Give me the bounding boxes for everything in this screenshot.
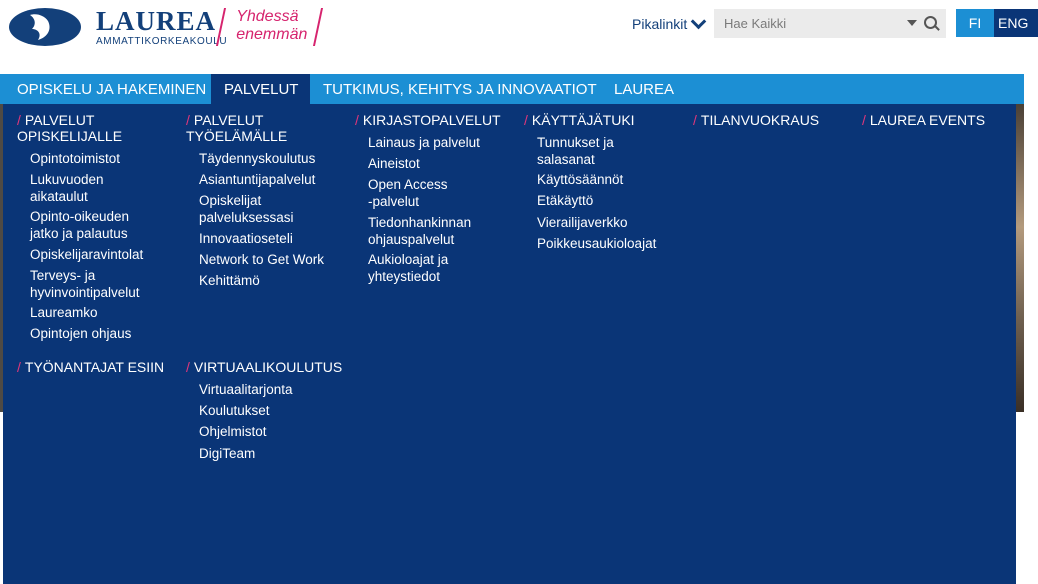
menu-link-lainaus-ja-palvelut[interactable]: Lainaus ja palvelut [368, 135, 480, 150]
menu-link-koulutukset[interactable]: Koulutukset [199, 403, 270, 418]
menu-link-asiantuntijapalvelut[interactable]: Asiantuntijapalvelut [199, 172, 316, 187]
language-eng-button[interactable]: ENG [994, 9, 1038, 37]
menu-link-kayttosaannot[interactable]: Käyttösäännöt [537, 172, 624, 187]
main-navigation [0, 74, 1024, 104]
slogan-line-2: enemmän [236, 26, 308, 43]
menu-link-aineistot[interactable]: Aineistot [368, 156, 420, 171]
site-header [0, 0, 1029, 74]
laurea-logo[interactable] [8, 7, 227, 47]
menu-link-opintojen-ohjaus[interactable]: Opintojen ohjaus [30, 326, 132, 341]
search-input[interactable] [714, 9, 914, 38]
menu-heading-virtuaalikoulutus[interactable]: / VIRTUAALIKOULUTUS [186, 359, 343, 375]
quicklinks-label: Pikalinkit [632, 16, 688, 32]
mega-menu-palvelut [3, 104, 1016, 584]
menu-link-virtuaalitarjonta[interactable]: Virtuaalitarjonta [199, 382, 293, 397]
quicklinks-menu[interactable] [632, 16, 704, 32]
nav-item-laurea[interactable]: LAUREA [614, 81, 675, 98]
nav-item-palvelut[interactable]: PALVELUT [211, 74, 310, 104]
menu-link-lukuvuoden-aikataulut[interactable]: Lukuvuoden aikataulut [30, 172, 104, 204]
menu-heading-tilanvuokraus[interactable]: / TILANVUOKRAUS [693, 112, 820, 128]
menu-heading-kirjastopalvelut[interactable]: / KIRJASTOPALVELUT [355, 112, 501, 128]
menu-link-network-to-get-work[interactable]: Network to Get Work [199, 252, 325, 267]
menu-link-opiskelijat-palveluksessasi[interactable]: Opiskelijat palveluksessasi [199, 193, 294, 225]
chevron-down-icon [691, 13, 707, 29]
logo-name: LAUREA [96, 5, 217, 36]
menu-link-vierailijaverkko[interactable]: Vierailijaverkko [537, 215, 628, 230]
menu-link-tunnukset-salasanat[interactable]: Tunnukset ja salasanat [537, 135, 614, 167]
nav-item-opiskelu[interactable]: OPISKELU JA HAKEMINEN [17, 81, 207, 98]
menu-link-taydennyskoulutus[interactable]: Täydennyskoulutus [199, 151, 316, 166]
menu-heading-palvelut-opiskelijalle[interactable]: / PALVELUT OPISKELIJALLE [17, 112, 123, 144]
menu-heading-kayttajatuki[interactable]: / KÄYTTÄJÄTUKI [524, 112, 635, 128]
slash-accent: / [17, 112, 21, 128]
menu-link-opinto-oikeuden-jatko[interactable]: Opinto-oikeuden jatko ja palautus [30, 209, 130, 241]
menu-link-tiedonhankinnan-ohjauspalvelut[interactable]: Tiedonhankinnan ohjauspalvelut [368, 215, 472, 247]
menu-link-digiteam[interactable]: DigiTeam [199, 446, 256, 461]
menu-link-terveys-hyvinvointi[interactable]: Terveys- ja hyvinvointipalvelut [30, 268, 140, 300]
menu-link-ohjelmistot[interactable]: Ohjelmistot [199, 424, 267, 439]
search-icon[interactable] [924, 16, 937, 29]
search-scope-dropdown-icon[interactable] [907, 20, 917, 26]
menu-link-opiskelijaravintolat[interactable]: Opiskelijaravintolat [30, 247, 144, 262]
menu-heading-tyonantajat-esiin[interactable]: / TYÖNANTAJAT ESIIN [17, 359, 165, 375]
hero-image-edge [1016, 104, 1024, 412]
menu-heading-laurea-events[interactable]: / LAUREA EVENTS [862, 112, 986, 128]
menu-link-open-access-palvelut[interactable]: Open Access -palvelut [368, 177, 448, 209]
menu-link-innovaatioseteli[interactable]: Innovaatioseteli [199, 231, 293, 246]
nav-item-tutkimus[interactable]: TUTKIMUS, KEHITYS JA INNOVAATIOT [323, 81, 597, 98]
search-box [714, 9, 946, 38]
menu-link-laureamko[interactable]: Laureamko [30, 305, 98, 320]
logo-subtitle: AMMATTIKORKEAKOULU [96, 35, 228, 47]
slogan-line-1: Yhdessä [236, 8, 299, 25]
menu-link-poikkeusaukioloajat[interactable]: Poikkeusaukioloajat [537, 236, 657, 251]
menu-link-aukioloajat-yhteystiedot[interactable]: Aukioloajat ja yhteystiedot [368, 252, 449, 284]
menu-heading-palvelut-tyoelamalle[interactable]: / PALVELUT TYÖELÄMÄLLE [186, 112, 288, 144]
menu-link-etakaytto[interactable]: Etäkäyttö [537, 193, 594, 208]
menu-link-kehittamo[interactable]: Kehittämö [199, 273, 260, 288]
menu-link-opintotoimistot[interactable]: Opintotoimistot [30, 151, 121, 166]
laurea-logo-icon [8, 7, 82, 47]
slogan [216, 8, 323, 46]
language-fi-button[interactable]: FI [956, 9, 994, 37]
